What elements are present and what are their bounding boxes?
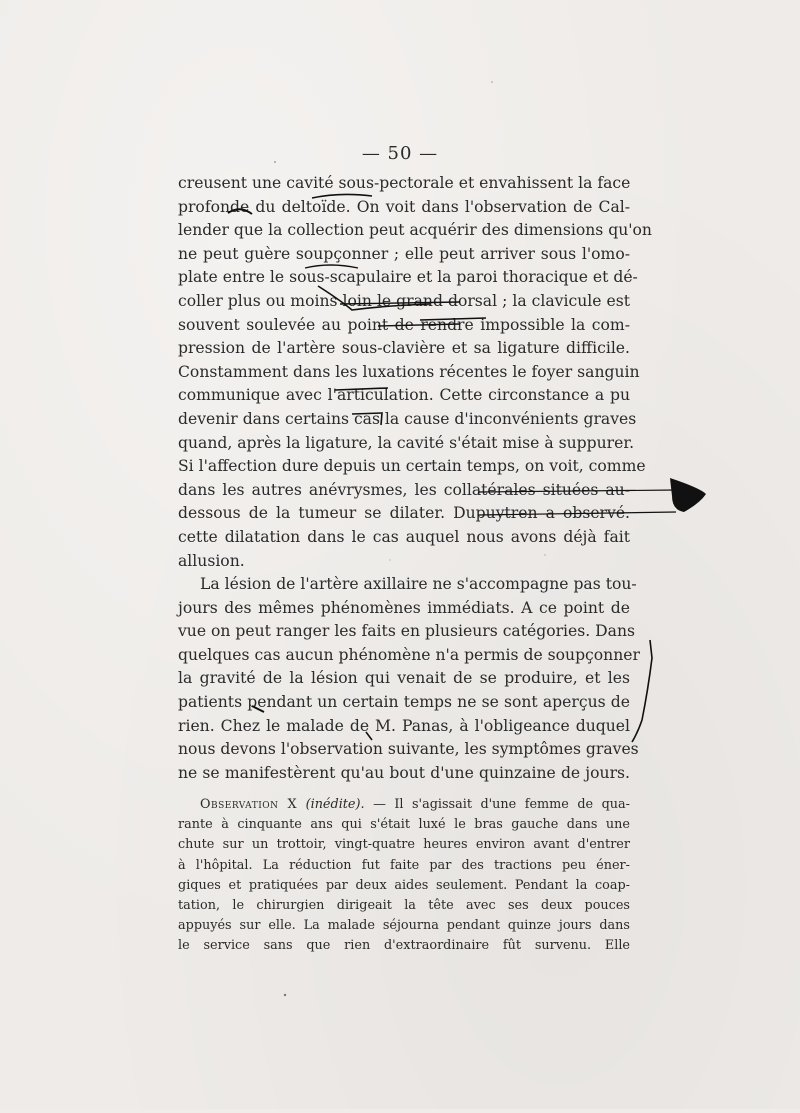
observation-line: giques et pratiquées par deux aides seulement. Pendant la coap- xyxy=(178,877,630,893)
observation-line: rante à cinquante ans qui s'était luxé le bras gauche dans une xyxy=(178,817,630,833)
text-line: creusent une cavité sous-pectorale et envahissent la face xyxy=(178,174,631,192)
text-line: la gravité de la lésion qui venait de se produire, et les xyxy=(178,669,630,688)
text-line: pression de l'artère sous-clavière et sa ligature difficile. xyxy=(178,339,630,358)
text-line: nous devons l'observation suivante, les symptômes graves xyxy=(178,740,639,759)
observation-line: à l'hôpital. La réduction fut faite par des tractions peu éner- xyxy=(178,857,630,873)
observation-line: le service sans que rien d'extraordinaire fût survenu. Elle xyxy=(178,938,630,954)
observation-text: — Il s'agissait d'une femme de qua- xyxy=(364,797,630,812)
text-line: plate entre le sous-scapulaire et la paroi thoracique et dé- xyxy=(178,268,638,287)
text-line: rien. Chez le malade de M. Panas, à l'obligeance duquel xyxy=(178,716,630,735)
text-line: souvent soulevée au point de rendre impossible la com- xyxy=(178,315,630,334)
text-line: Constamment dans les luxations récentes le foyer sanguin xyxy=(178,362,640,381)
text-line: profonde du deltoïde. On voit dans l'observation de Cal- xyxy=(178,197,630,216)
text-line: Si l'affection dure depuis un certain temps, on voit, comme xyxy=(178,457,646,476)
text-line: ne se manifestèrent qu'au bout d'une quinzaine de jours. xyxy=(178,763,630,782)
text-line: lender que la collection peut acquérir des dimensions qu'on xyxy=(178,221,652,240)
text-line: dessous de la tumeur se dilater. Dupuytren a observé. xyxy=(178,504,630,523)
body-text xyxy=(178,172,652,785)
observation-line: chute sur un trottoir, vingt-quatre heures environ avant d'entrer xyxy=(178,837,630,853)
text-line: communique avec l'articulation. Cette circonstance a pu xyxy=(178,386,630,405)
text-line: devenir dans certains cas la cause d'inconvénients graves xyxy=(178,409,637,428)
observation-first-line xyxy=(178,795,630,815)
text-line: La lésion de l'artère axillaire ne s'accompagne pas tou- xyxy=(200,575,637,594)
text-line: vue on peut ranger les faits en plusieurs catégories. Dans xyxy=(178,622,636,641)
text-line: jours des mêmes phénomènes immédiats. A ce point de xyxy=(178,598,630,617)
observation-line: appuyés sur elle. La malade séjourna pendant quinze jours dans xyxy=(178,918,630,934)
observation-title: Observation X xyxy=(200,797,298,812)
observation-qualifier: (inédite). xyxy=(305,797,365,812)
observation-block xyxy=(178,795,630,957)
observation-line: tation, le chirurgien dirigeait la tête avec ses deux pouces xyxy=(178,898,630,914)
text-line: dans les autres anévrysmes, les collatérales situées au- xyxy=(178,480,630,499)
text-line: coller plus ou moins loin le grand dorsal ; la clavicule est xyxy=(178,291,630,310)
text-line: cette dilatation dans le cas auquel nous avons déjà fait xyxy=(178,527,630,546)
text-line: allusion. xyxy=(178,551,245,570)
text-line: quelques cas aucun phénomène n'a permis de soupçonner xyxy=(178,645,640,664)
text-line: patients pendant un certain temps ne se sont aperçus de xyxy=(178,693,630,712)
text-line: ne peut guère soupçonner ; elle peut arriver sous l'omo- xyxy=(178,244,630,263)
page-number: — 50 — xyxy=(361,143,439,164)
text-line: quand, après la ligature, la cavité s'était mise à suppurer. xyxy=(178,433,635,452)
